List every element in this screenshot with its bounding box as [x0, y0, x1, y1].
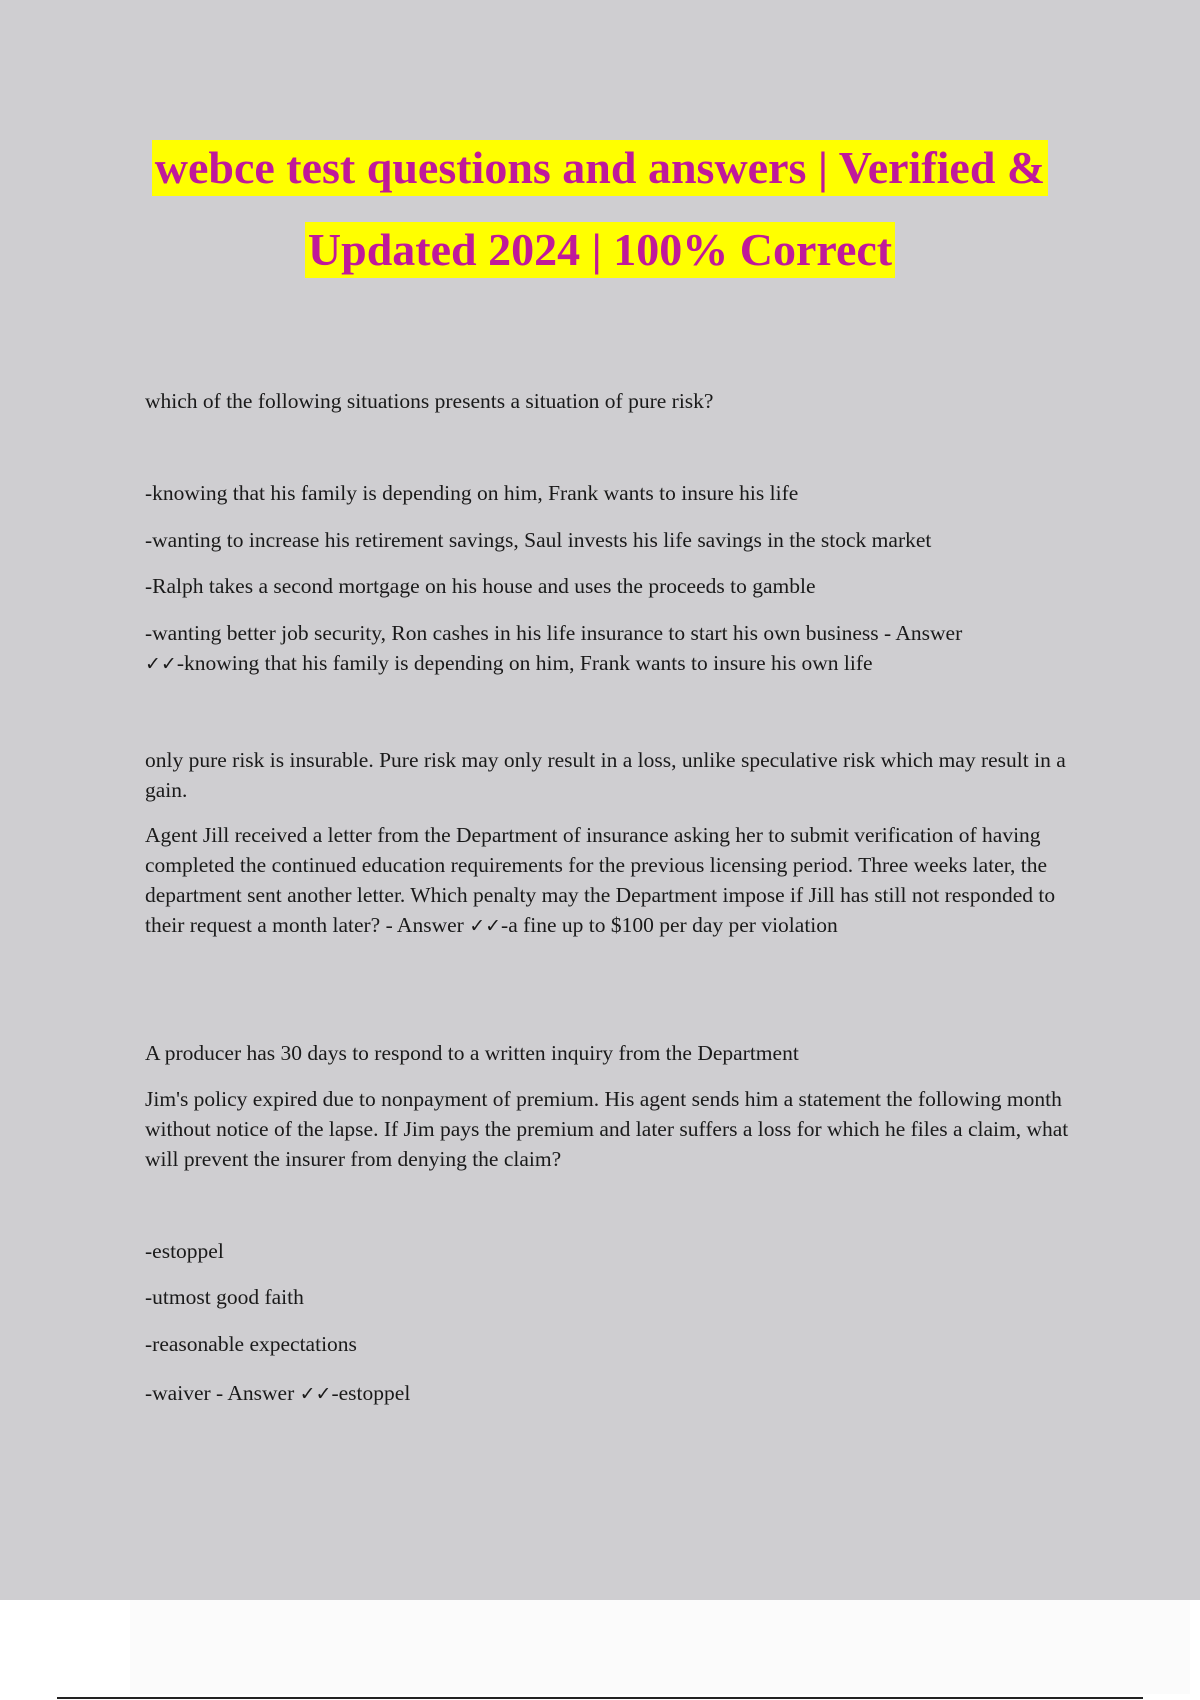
page-footer-area: [0, 1600, 1200, 1700]
q3-option-4: -waiver - Answer: [145, 1381, 300, 1405]
q1-option-4-block: [145, 618, 1085, 679]
double-check-icon: ✓✓: [299, 1383, 332, 1405]
q3-answer: -estoppel: [331, 1381, 411, 1405]
q3-option-3: -reasonable expectations: [145, 1332, 357, 1356]
title-line-1: webce test questions and answers | Verified &: [152, 140, 1049, 196]
double-check-icon: ✓✓: [145, 653, 177, 675]
q1-option-2: -wanting to increase his retirement savings, Saul invests his life savings in the stock market: [145, 528, 932, 552]
q2-block: [145, 820, 1085, 941]
q1-option-4: -wanting better job security, Ron cashes in his life insurance to start his own business - Answer: [145, 621, 963, 645]
q3-option-2: -utmost good faith: [145, 1285, 304, 1309]
q1-answer-line: [145, 648, 1085, 679]
title-line-2: Updated 2024 | 100% Correct: [305, 222, 895, 278]
double-check-icon: ✓✓: [469, 915, 502, 937]
document-title: [0, 140, 1200, 278]
q1-question: which of the following situations presents a situation of pure risk?: [145, 389, 714, 413]
q1-option-3: -Ralph takes a second mortgage on his house and uses the proceeds to gamble: [145, 574, 816, 598]
q3-question: Jim's policy expired due to nonpayment of premium. His agent sends him a statement the following month without notice of the lapse. If Jim pays the premium and later suffers a loss for which he files a claim, what will prevent the insurer from denying the claim?: [145, 1087, 1069, 1171]
q2-answer: -a fine up to $100 per day per violation: [501, 913, 838, 937]
footer-divider: [57, 1697, 1143, 1699]
q2-question: Agent Jill received a letter from the Department of insurance asking her to submit verification of having completed the continued education requirements for the previous licensing period. Three weeks later, the department sent another letter. Which penalty may the Department impose if Jill has still not responded to their request a month later? - Answer: [145, 823, 1056, 937]
q3-answer-line: [145, 1378, 1085, 1409]
q2-explanation: A producer has 30 days to respond to a written inquiry from the Department: [145, 1041, 799, 1065]
q3-option-1: -estoppel: [145, 1239, 224, 1263]
q1-answer: -knowing that his family is depending on him, Frank wants to insure his own life: [176, 651, 873, 675]
footer-shade: [130, 1600, 1190, 1694]
q1-explanation: only pure risk is insurable. Pure risk may only result in a loss, unlike speculative risk which may result in a gain.: [145, 748, 1066, 802]
q1-option-1: -knowing that his family is depending on him, Frank wants to insure his life: [145, 481, 799, 505]
